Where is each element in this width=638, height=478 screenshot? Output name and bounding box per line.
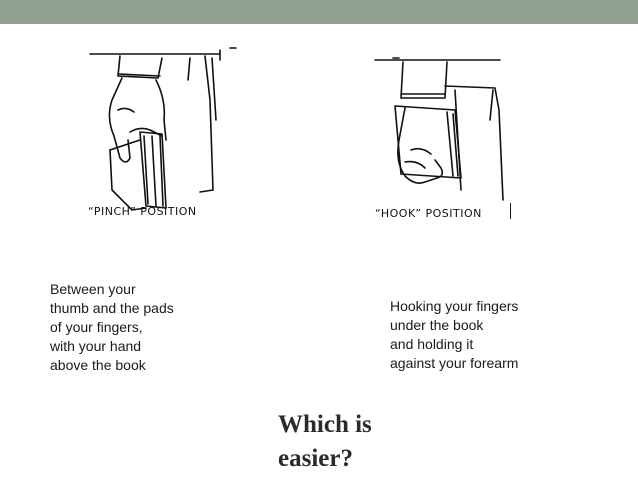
pinch-hand-illustration (70, 40, 245, 230)
hook-hand-icon (365, 50, 530, 230)
pinch-description-line: with your hand (50, 338, 142, 354)
divider (510, 203, 511, 219)
pinch-caption: “PINCH” POSITION (88, 205, 197, 218)
question-text (278, 408, 372, 476)
hook-caption: “HOOK” POSITION (375, 207, 482, 220)
hook-description (390, 297, 518, 373)
pinch-description (50, 280, 174, 375)
hook-hand-illustration (365, 50, 530, 230)
question-line: Which is (278, 411, 372, 438)
pinch-description-line: of your fingers, (50, 319, 143, 335)
pinch-description-line: Between your (50, 281, 136, 297)
hook-description-line: Hooking your fingers (390, 298, 519, 314)
hook-description-line: under the book (390, 317, 484, 333)
question-line: easier? (278, 445, 353, 472)
pinch-hand-icon (70, 40, 245, 230)
pinch-description-line: thumb and the pads (50, 300, 174, 316)
hook-description-line: against your forearm (390, 355, 519, 371)
pinch-description-line: above the book (50, 357, 146, 373)
header-bar (0, 0, 638, 24)
hook-description-line: and holding it (390, 336, 474, 352)
